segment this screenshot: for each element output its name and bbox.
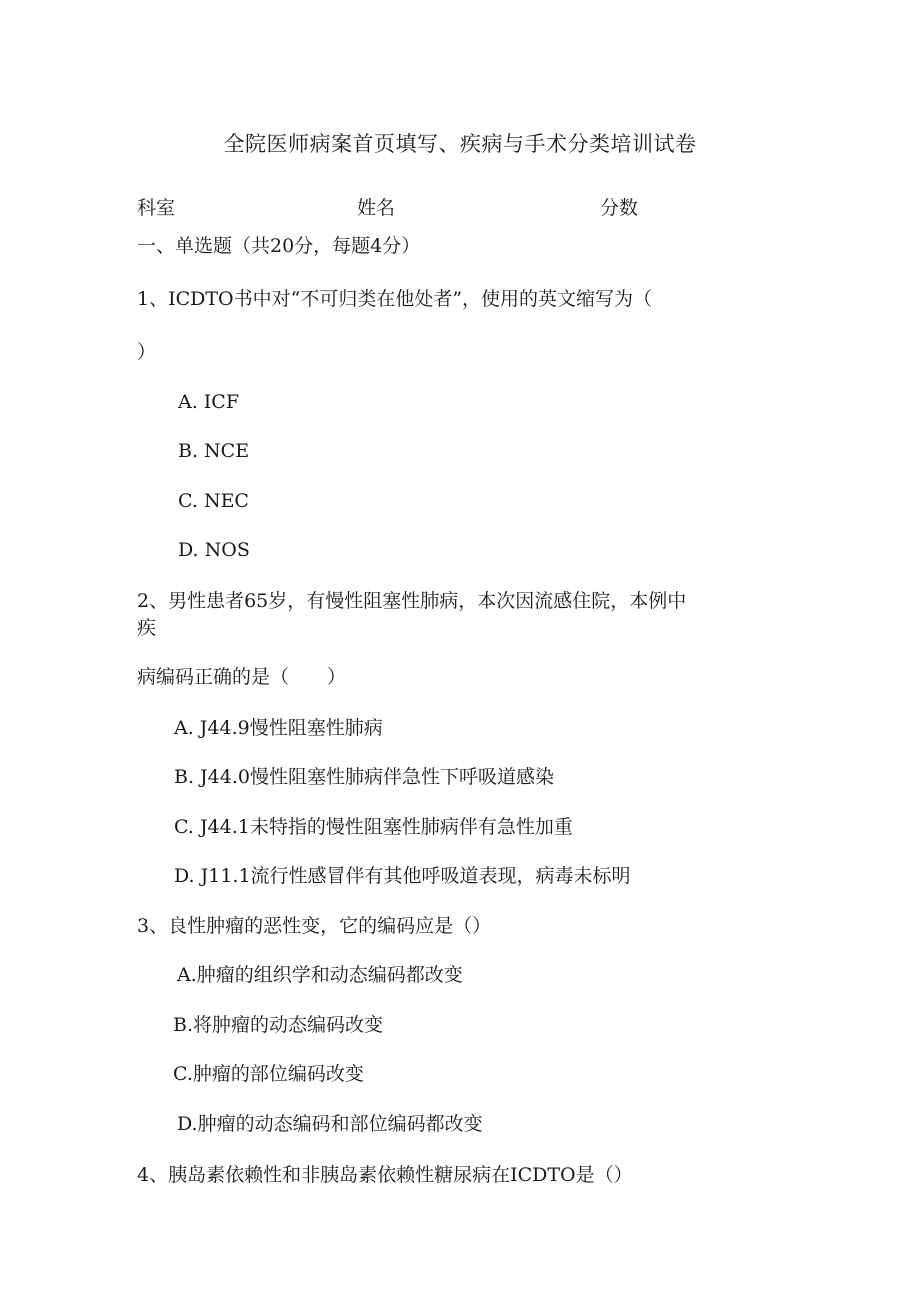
question-2-option-d: D. J11.1流行性感冒伴有其他呼吸道表现，病毒未标明: [174, 865, 631, 887]
question-1-option-c: C. NEC: [178, 490, 249, 512]
name-label: 姓名: [357, 197, 396, 219]
question-3-option-c: C.肿瘤的部位编码改变: [173, 1063, 364, 1085]
question-2-option-b: B. J44.0慢性阻塞性肺病伴急性下呼吸道感染: [174, 766, 554, 788]
question-2-option-c: C. J44.1未特指的慢性阻塞性肺病伴有急性加重: [174, 816, 573, 838]
score-label: 分数: [600, 197, 639, 219]
question-2-option-a: A. J44.9慢性阻塞性肺病: [174, 717, 383, 739]
question-1-stem: 1、ICDTO书中对“不可归类在他处者”，使用的英文缩写为（: [137, 288, 653, 310]
question-3-stem: 3、良性肿瘤的恶性变，它的编码应是（）: [137, 915, 492, 937]
question-4-stem: 4、胰岛素依赖性和非胰岛素依赖性糖尿病在ICDTO是（）: [137, 1164, 633, 1186]
section-heading: 一、单选题（共20分，每题4分）: [137, 235, 421, 257]
question-2-stem-continued: 疾: [137, 617, 157, 639]
question-1-option-a: A. ICF: [178, 391, 240, 413]
exam-title: 全院医师病案首页填写、疾病与手术分类培训试卷: [223, 132, 697, 156]
question-3-option-d: D.肿瘤的动态编码和部位编码都改变: [177, 1113, 483, 1135]
question-1-option-b: B. NCE: [178, 440, 250, 462]
question-2-stem: 2、男性患者65岁，有慢性阻塞性肺病，本次因流感住院，本例中: [137, 590, 687, 612]
department-label: 科室: [137, 197, 176, 219]
question-2-stem-end: 病编码正确的是（ ）: [137, 666, 347, 688]
question-3-option-b: B.将肿瘤的动态编码改变: [173, 1014, 384, 1036]
question-1-stem-continued: ）: [137, 341, 157, 363]
question-3-option-a: A.肿瘤的组织学和动态编码都改变: [177, 964, 463, 986]
question-1-option-d: D. NOS: [178, 539, 250, 561]
